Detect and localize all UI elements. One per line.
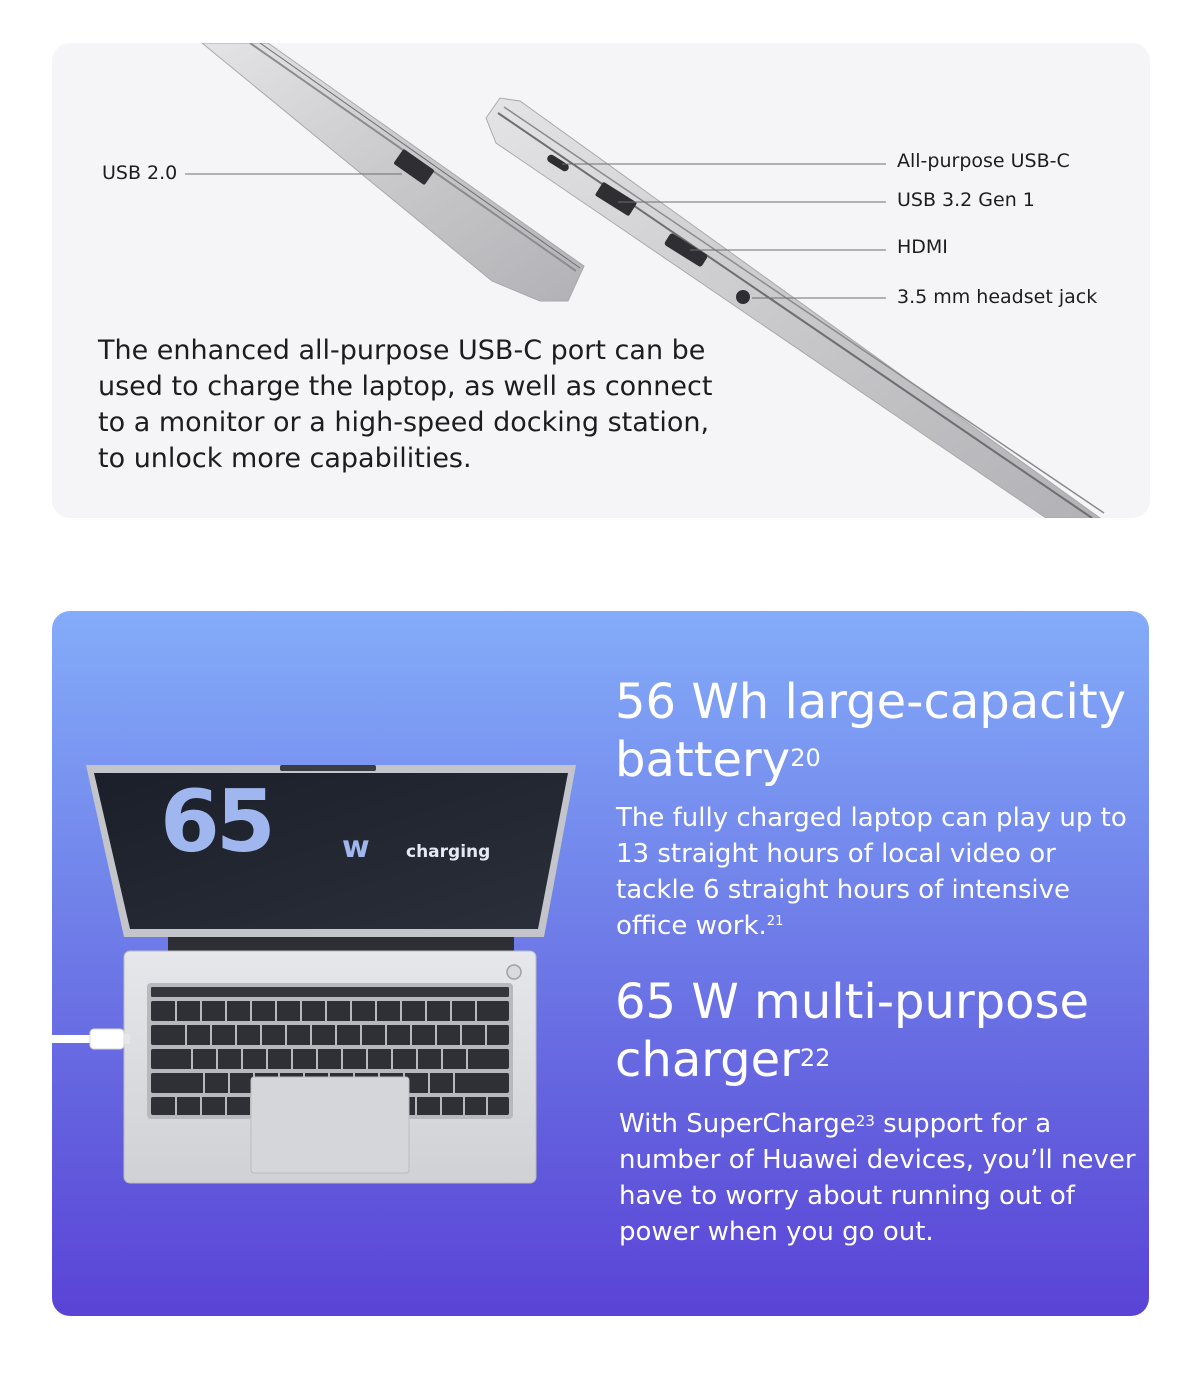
usb-cable-icon <box>52 1029 130 1049</box>
camera-bar <box>280 765 376 771</box>
battery-card <box>52 611 1149 1316</box>
headset-jack-icon <box>736 290 750 304</box>
supercharge-footnote: 23 <box>855 1112 875 1130</box>
battery-heading-line1: 56 Wh large-capacity <box>615 674 1127 730</box>
ports-description: The enhanced all-purpose USB-C port can be used to charge the laptop, as well as connect to a monitor or a high-speed docking station, to unlock more capabilities. <box>98 335 713 474</box>
battery-heading <box>615 673 1126 789</box>
charger-body-text-after: support for a number of Huawei devices, you’ll never have to worry about running out of power when you go out. <box>619 1109 1136 1247</box>
usbc-label: All-purpose USB-C <box>897 150 1070 172</box>
power-button-icon <box>507 965 521 979</box>
laptop-illustration <box>52 751 592 1191</box>
screen-65-text: 65 <box>160 772 272 872</box>
ports-card <box>52 43 1150 518</box>
charger-heading <box>615 973 1089 1089</box>
battery-heading-line2: battery <box>615 732 791 788</box>
usb2-label: USB 2.0 <box>102 162 178 184</box>
battery-body-footnote: 21 <box>766 914 784 929</box>
charger-heading-line1: 65 W multi-purpose <box>615 974 1090 1030</box>
charger-body <box>619 1106 1139 1250</box>
battery-body-text: The fully charged laptop can play up to 13 straight hours of local video or tackle 6 straight hours of intensive office work. <box>616 803 1127 941</box>
touchpad <box>251 1077 409 1173</box>
charger-heading-footnote: 22 <box>799 1044 831 1072</box>
left-laptop-side <box>202 43 584 301</box>
charger-heading-line2: charger <box>615 1032 800 1088</box>
screen-charging-text: charging <box>406 842 491 862</box>
usb32-label: USB 3.2 Gen 1 <box>897 189 1035 211</box>
hdmi-label: HDMI <box>897 236 948 258</box>
screen-w-text: w <box>342 830 370 865</box>
battery-body <box>616 800 1136 944</box>
headset-jack-label: 3.5 mm headset jack <box>897 286 1098 308</box>
charger-body-text-before: With SuperCharge <box>619 1109 856 1139</box>
battery-heading-footnote: 20 <box>790 744 821 772</box>
